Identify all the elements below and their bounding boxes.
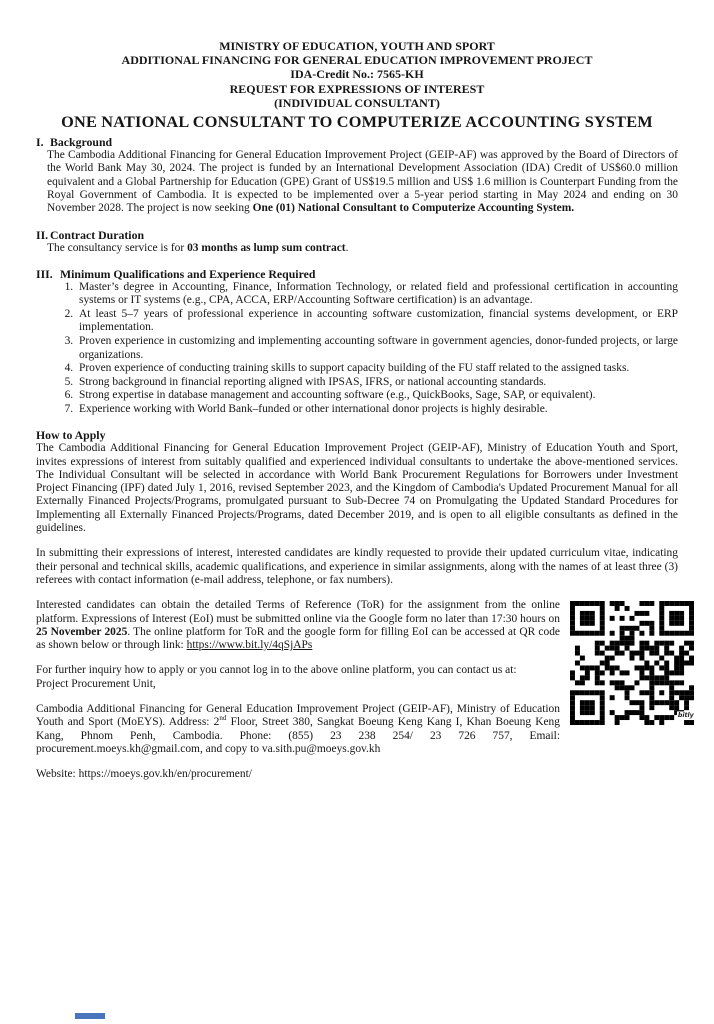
seeking-consultant-bold: One (01) National Consultant to Computerize Accounting System. <box>252 202 575 215</box>
inquiry-paragraph: For further inquiry how to apply or you cannot log in to the above online platform, you can contact us at: Project Procurement Unit, <box>36 664 678 691</box>
qualification-item: 2. At least 5–7 years of professional experience in accounting software customization, financial systems development, or ERP implementation. <box>76 308 678 335</box>
section-number: II. <box>36 227 49 242</box>
website-line: Website: https://moeys.gov.kh/en/procurement/ <box>36 768 252 781</box>
consultant-type-line: (INDIVIDUAL CONSULTANT) <box>274 95 440 110</box>
page-bottom-artifact <box>75 1013 105 1019</box>
section-number: III. <box>36 266 53 281</box>
section-heading-background: I. Background <box>36 135 113 150</box>
ministry-line: MINISTRY OF EDUCATION, YOUTH AND SPORT <box>219 39 495 53</box>
eoi-bitly-link[interactable]: https://www.bit.ly/4qSjAPs <box>186 639 313 652</box>
contract-length-bold: 03 months as lump sum contract <box>187 241 346 254</box>
document-header <box>36 39 678 110</box>
qualification-item: 4. Proven experience of conducting training skills to support capacity building of the FU staff related to the assigned tasks. <box>76 362 678 376</box>
procurement-unit-line: Project Procurement Unit, <box>36 677 156 690</box>
section-heading-contract-duration: II. Contract Duration <box>36 227 145 242</box>
qualification-item: 1. Master’s degree in Accounting, Finance, Information Technology, or related field and professional certification in accounting systems or IT systems (e.g., CPA, ACCA, ERP/Accounting Software certification) is an advantage. <box>76 281 678 308</box>
reoi-line: REQUEST FOR EXPRESSIONS OF INTEREST <box>229 81 485 96</box>
ordinal-superscript: nd <box>219 714 227 723</box>
qr-code <box>570 601 694 725</box>
section-heading-qualifications: III. Minimum Qualifications and Experience Required <box>36 266 316 281</box>
how-to-apply-paragraph-2: In submitting their expressions of interest, interested candidates are kindly requested to provide their updated curriculum vitae, indicating their personal and technical skills, academic qualifications, and experience in similar assignments, along with the names of at least three (3) referees with contact information (e-mail address, telephone, or fax numbers). <box>36 547 678 586</box>
project-line: ADDITIONAL FINANCING FOR GENERAL EDUCATION IMPROVEMENT PROJECT <box>121 53 593 68</box>
address-paragraph: Cambodia Additional Financing for General Education Improvement Project (GEIP-AF), Ministry of Education Youth and Sport (MoEYS). Address: 2nd Floor, Street 380, Sangkat Boeung Keng Kang I, Khan Boeung Keng Kang, Phnom Penh, Cambodia. Phone: (855) 23 238 254/ 23 726 757, Email: procurement.moeys.kh@gmail.com, and copy to va.sith.pu@moeys.gov.kh <box>36 703 560 755</box>
apply-block <box>36 599 695 756</box>
qr-bitly-label: bitly <box>678 711 695 719</box>
procurement-website-link[interactable]: https://moeys.gov.kh/en/procurement/ <box>78 768 252 781</box>
qualifications-list <box>36 281 678 416</box>
qualification-item: 7. Experience working with World Bank–funded or other international donor projects is highly desirable. <box>76 403 678 417</box>
how-to-apply-paragraph-1: The Cambodia Additional Financing for General Education Improvement Project (GEIP-AF), Ministry of Education Youth and Sport, invites expressions of interest from suitably qualified and experienced individual consultants to undertake the above-mentioned services. The Individual Consultant will be selected in accordance with World Bank Procurement Regulations for Borrowers under Investment Project Financing (IPF) dated July 1, 2016, revised September 2023, and the Kingdom of Cambodia's Updated Procurement Manual for all Externally Financed Projects/Programs, promulgated pursuant to Sub-Decree 74 on Promulgating the Updated Standard Procedures for Implementing all Externally Financed Projects/Programs, dated December 2019, and is open to all eligible consultants as defined in the guidelines. <box>36 442 678 535</box>
contract-duration-paragraph: The consultancy service is for 03 months as lump sum contract. <box>47 241 349 254</box>
section-heading-how-to-apply: How to Apply <box>36 428 106 443</box>
submission-paragraph: Interested candidates can obtain the detailed Terms of Reference (ToR) for the assignment from the online platform. Expressions of Interest (EoI) must be submitted online via the Google form no later than 17:30 hours on 25 November 2025. The online platform for ToR and the google form for filling EoI can be accessed at QR code as shown below or through link: https://www.bit.ly/4qSjAPs <box>36 599 561 652</box>
background-paragraph: The Cambodia Additional Financing for General Education Improvement Project (GEIP-AF) was approved by the Board of Directors of the World Bank May 30, 2024. The project is funded by an International Development Association (IDA) Credit of US$60.0 million equivalent and a Global Partnership for Education (GPE) Grant of US$19.5 million and US$ 1.6 million is Counterpart Funding from the Royal Government of Cambodia. It is expected to be implemented over a 5-year period starting in May 2024 and ending on 30 November 2028. The project is now seeking One (01) National Consultant to Computerize Accounting System. <box>47 149 678 215</box>
qualification-item: 6. Strong expertise in database management and accounting software (e.g., QuickBooks, Sage, SAP, or equivalent). <box>76 389 678 403</box>
deadline-bold: 25 November 2025 <box>36 625 128 638</box>
qualification-item: 3. Proven experience in customizing and implementing accounting software in government agencies, donor-funded projects, or large organizations. <box>76 335 678 362</box>
page-title: ONE NATIONAL CONSULTANT TO COMPUTERIZE ACCOUNTING SYSTEM <box>61 112 653 132</box>
qr-code-image <box>570 601 694 725</box>
section-number: I. <box>36 135 44 150</box>
credit-number-line: IDA-Credit No.: 7565-KH <box>290 67 424 82</box>
qualification-item: 5. Strong background in financial reporting aligned with IPSAS, IFRS, or national accounting standards. <box>76 376 678 390</box>
